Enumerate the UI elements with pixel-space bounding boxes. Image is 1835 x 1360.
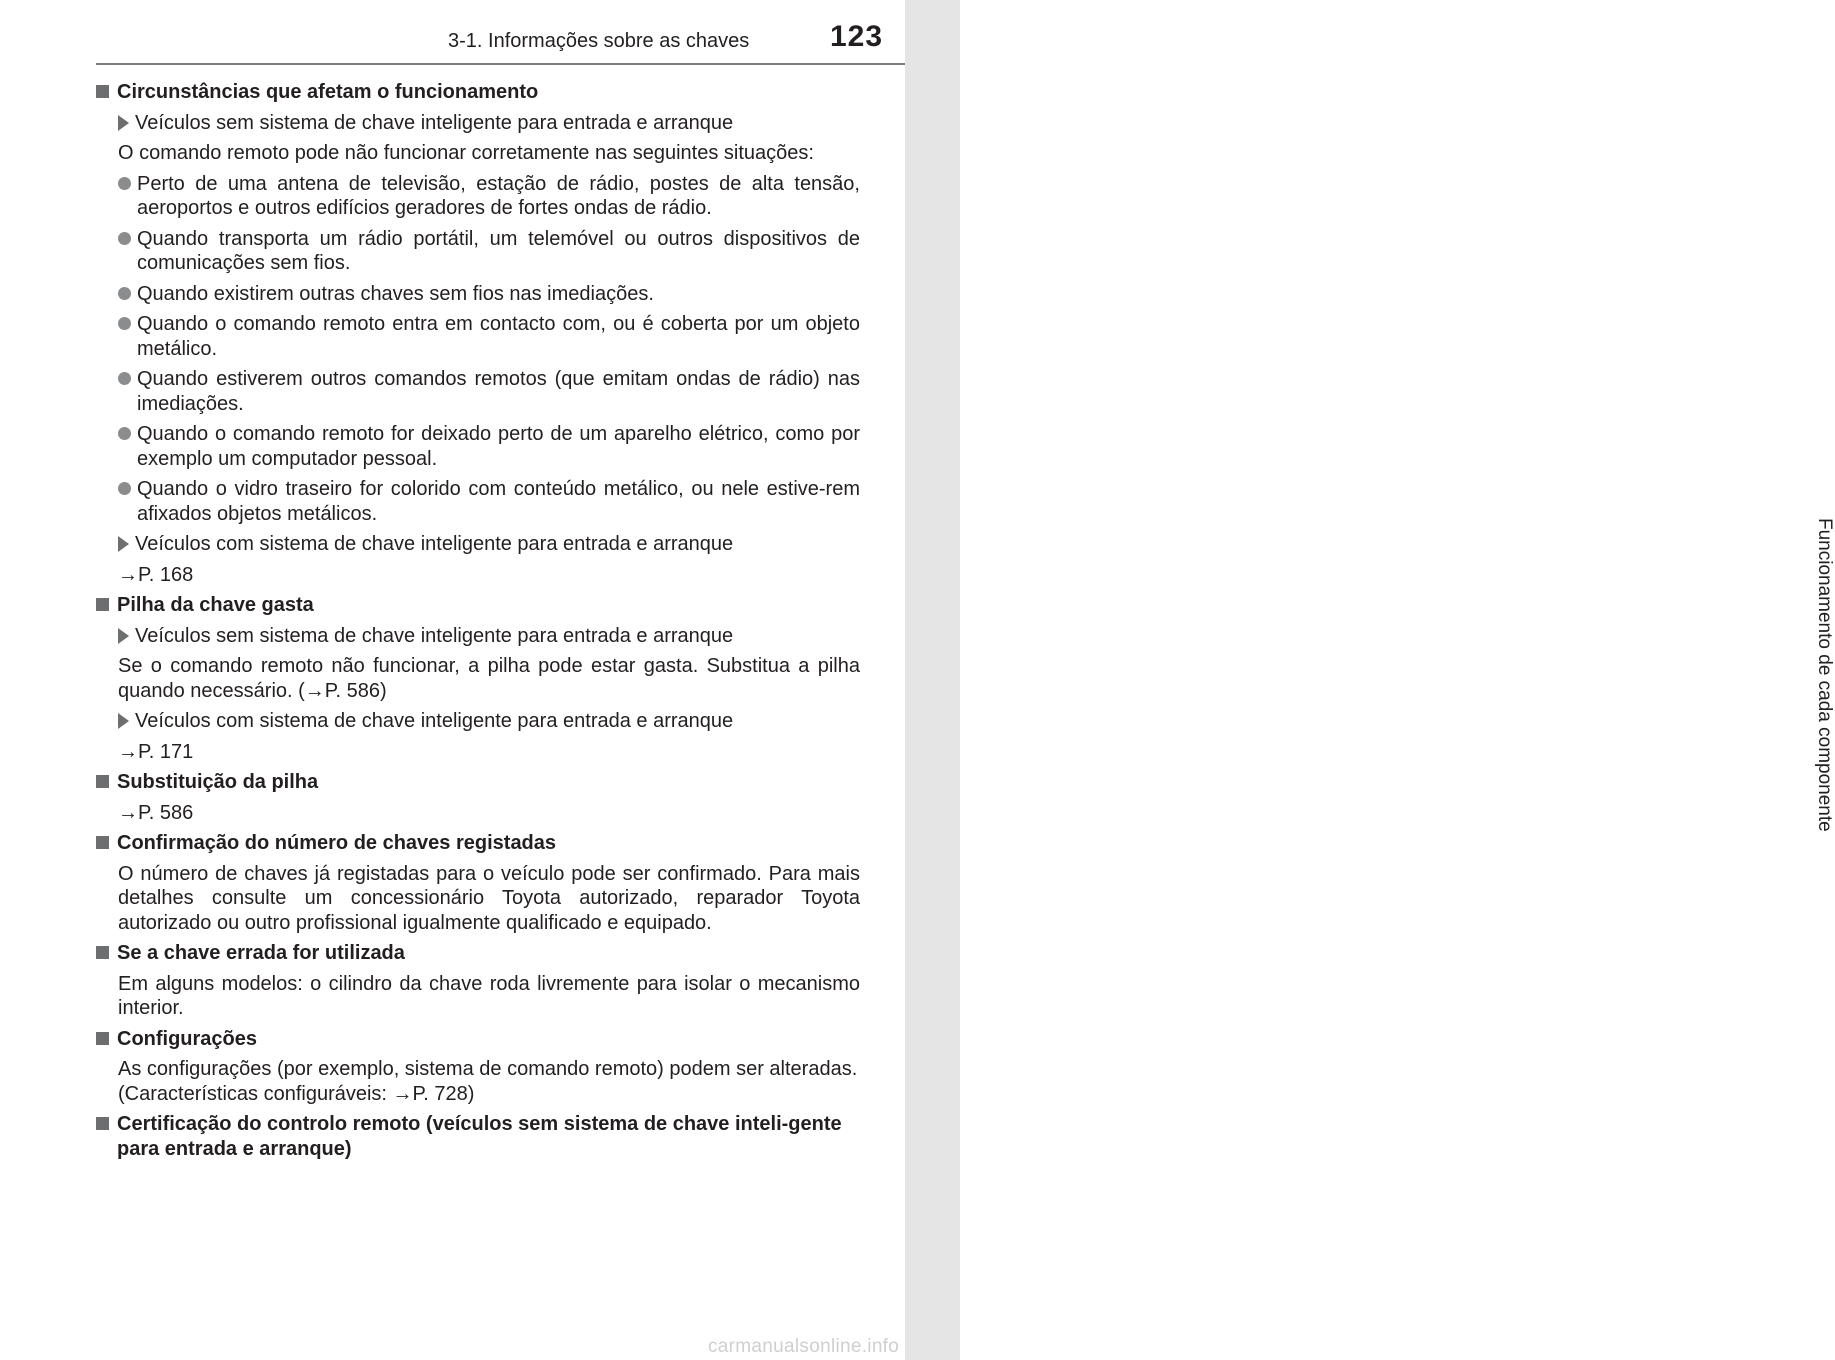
section-heading bbox=[96, 941, 860, 966]
section-heading bbox=[96, 1112, 860, 1161]
circle-bullet-icon bbox=[118, 232, 131, 245]
page-content bbox=[96, 76, 860, 1167]
list-item bbox=[118, 172, 860, 221]
list-item bbox=[118, 312, 860, 361]
chapter-title: Funcionamento de cada componente bbox=[1814, 518, 1835, 832]
section-heading-text: Certificação do controlo remoto (veículos sem sistema de chave inteli-gente para entrada e arranque) bbox=[117, 1113, 842, 1160]
page-reference-link[interactable]: →P. 586 bbox=[118, 801, 194, 824]
section-heading-text: Circunstâncias que afetam o funcionamento bbox=[117, 81, 539, 103]
section-heading-text: Pilha da chave gasta bbox=[117, 594, 314, 616]
section-title: 3-1. Informações sobre as chaves bbox=[448, 30, 750, 52]
list-item-text: Quando estiverem outros comandos remotos (que emitam ondas de rádio) nas imediações. bbox=[137, 368, 860, 415]
section-heading bbox=[96, 1027, 860, 1052]
circle-bullet-icon bbox=[118, 427, 131, 440]
sub-heading bbox=[118, 709, 860, 734]
triangle-bullet-icon bbox=[118, 536, 129, 552]
sub-heading bbox=[118, 532, 860, 557]
sub-heading bbox=[118, 111, 860, 136]
list-item-text: Quando o vidro traseiro for colorido com conteúdo metálico, ou nele estive-rem afixados objetos metálicos. bbox=[137, 478, 860, 525]
section-heading bbox=[96, 593, 860, 618]
list-item-text: Quando transporta um rádio portátil, um telemóvel ou outros dispositivos de comunicações sem fios. bbox=[137, 227, 860, 274]
paragraph: As configurações (por exemplo, sistema de comando remoto) podem ser alteradas. bbox=[118, 1058, 858, 1080]
square-bullet-icon bbox=[96, 836, 109, 849]
square-bullet-icon bbox=[96, 1032, 109, 1045]
section-heading-text: Substituição da pilha bbox=[117, 771, 319, 793]
page-header bbox=[0, 0, 960, 62]
header-rule bbox=[96, 63, 960, 65]
paragraph: (Características configuráveis: →P. 728) bbox=[118, 1082, 475, 1105]
sub-heading bbox=[118, 624, 860, 649]
list-item-text: Quando existirem outras chaves sem fios nas imediações. bbox=[137, 282, 654, 305]
list-item-text: Quando o comando remoto for deixado perto de um aparelho elétrico, como por exemplo um computador pessoal. bbox=[137, 423, 860, 470]
triangle-bullet-icon bbox=[118, 713, 129, 729]
square-bullet-icon bbox=[96, 85, 109, 98]
section-heading bbox=[96, 831, 860, 856]
page-reference-link[interactable]: →P. 168 bbox=[118, 563, 194, 586]
list-item-text: Quando o comando remoto entra em contacto com, ou é coberta por um objeto metálico. bbox=[137, 313, 860, 360]
square-bullet-icon bbox=[96, 946, 109, 959]
square-bullet-icon bbox=[96, 598, 109, 611]
list-item bbox=[118, 282, 860, 307]
circle-bullet-icon bbox=[118, 482, 131, 495]
paragraph: O comando remoto pode não funcionar corretamente nas seguintes situações: bbox=[118, 142, 814, 164]
list-item bbox=[118, 477, 860, 526]
sub-heading-text: Veículos com sistema de chave inteligente para entrada e arranque bbox=[135, 533, 734, 555]
list-item bbox=[118, 227, 860, 276]
square-bullet-icon bbox=[96, 775, 109, 788]
list-item-text: Perto de uma antena de televisão, estação de rádio, postes de alta tensão, aeroportos e outros edifícios geradores de fortes ondas de rádio. bbox=[137, 172, 860, 219]
section-heading-text: Confirmação do número de chaves registadas bbox=[117, 832, 557, 854]
triangle-bullet-icon bbox=[118, 628, 129, 644]
watermark: carmanualsonline.info bbox=[708, 1336, 900, 1357]
paragraph: Se o comando remoto não funcionar, a pilha pode estar gasta. Substitua a pilha quando necessário. (→P. 586) bbox=[118, 655, 860, 702]
sub-heading-text: Veículos sem sistema de chave inteligente para entrada e arranque bbox=[135, 111, 734, 134]
circle-bullet-icon bbox=[118, 287, 131, 300]
paragraph: Em alguns modelos: o cilindro da chave roda livremente para isolar o mecanismo interior. bbox=[118, 972, 860, 1019]
section-heading-text: Configurações bbox=[117, 1027, 258, 1050]
list-item bbox=[118, 367, 860, 416]
section-heading-text: Se a chave errada for utilizada bbox=[117, 942, 405, 964]
section-heading bbox=[96, 80, 860, 105]
circle-bullet-icon bbox=[118, 317, 131, 330]
circle-bullet-icon bbox=[118, 372, 131, 385]
section-heading bbox=[96, 770, 860, 795]
paragraph: O número de chaves já registadas para o veículo pode ser confirmado. Para mais detalhes consulte um concessionário Toyota autorizado, reparador Toyota autorizado ou outro profissional igualmente qualificado e equipado. bbox=[118, 862, 860, 934]
circle-bullet-icon bbox=[118, 177, 131, 190]
triangle-bullet-icon bbox=[118, 115, 129, 131]
sub-heading-text: Veículos com sistema de chave inteligente para entrada e arranque bbox=[135, 710, 734, 732]
list-item bbox=[118, 422, 860, 471]
sub-heading-text: Veículos sem sistema de chave inteligente para entrada e arranque bbox=[135, 624, 734, 647]
page-number: 123 bbox=[830, 20, 884, 53]
page-reference-link[interactable]: →P. 171 bbox=[118, 740, 194, 763]
square-bullet-icon bbox=[96, 1117, 109, 1130]
